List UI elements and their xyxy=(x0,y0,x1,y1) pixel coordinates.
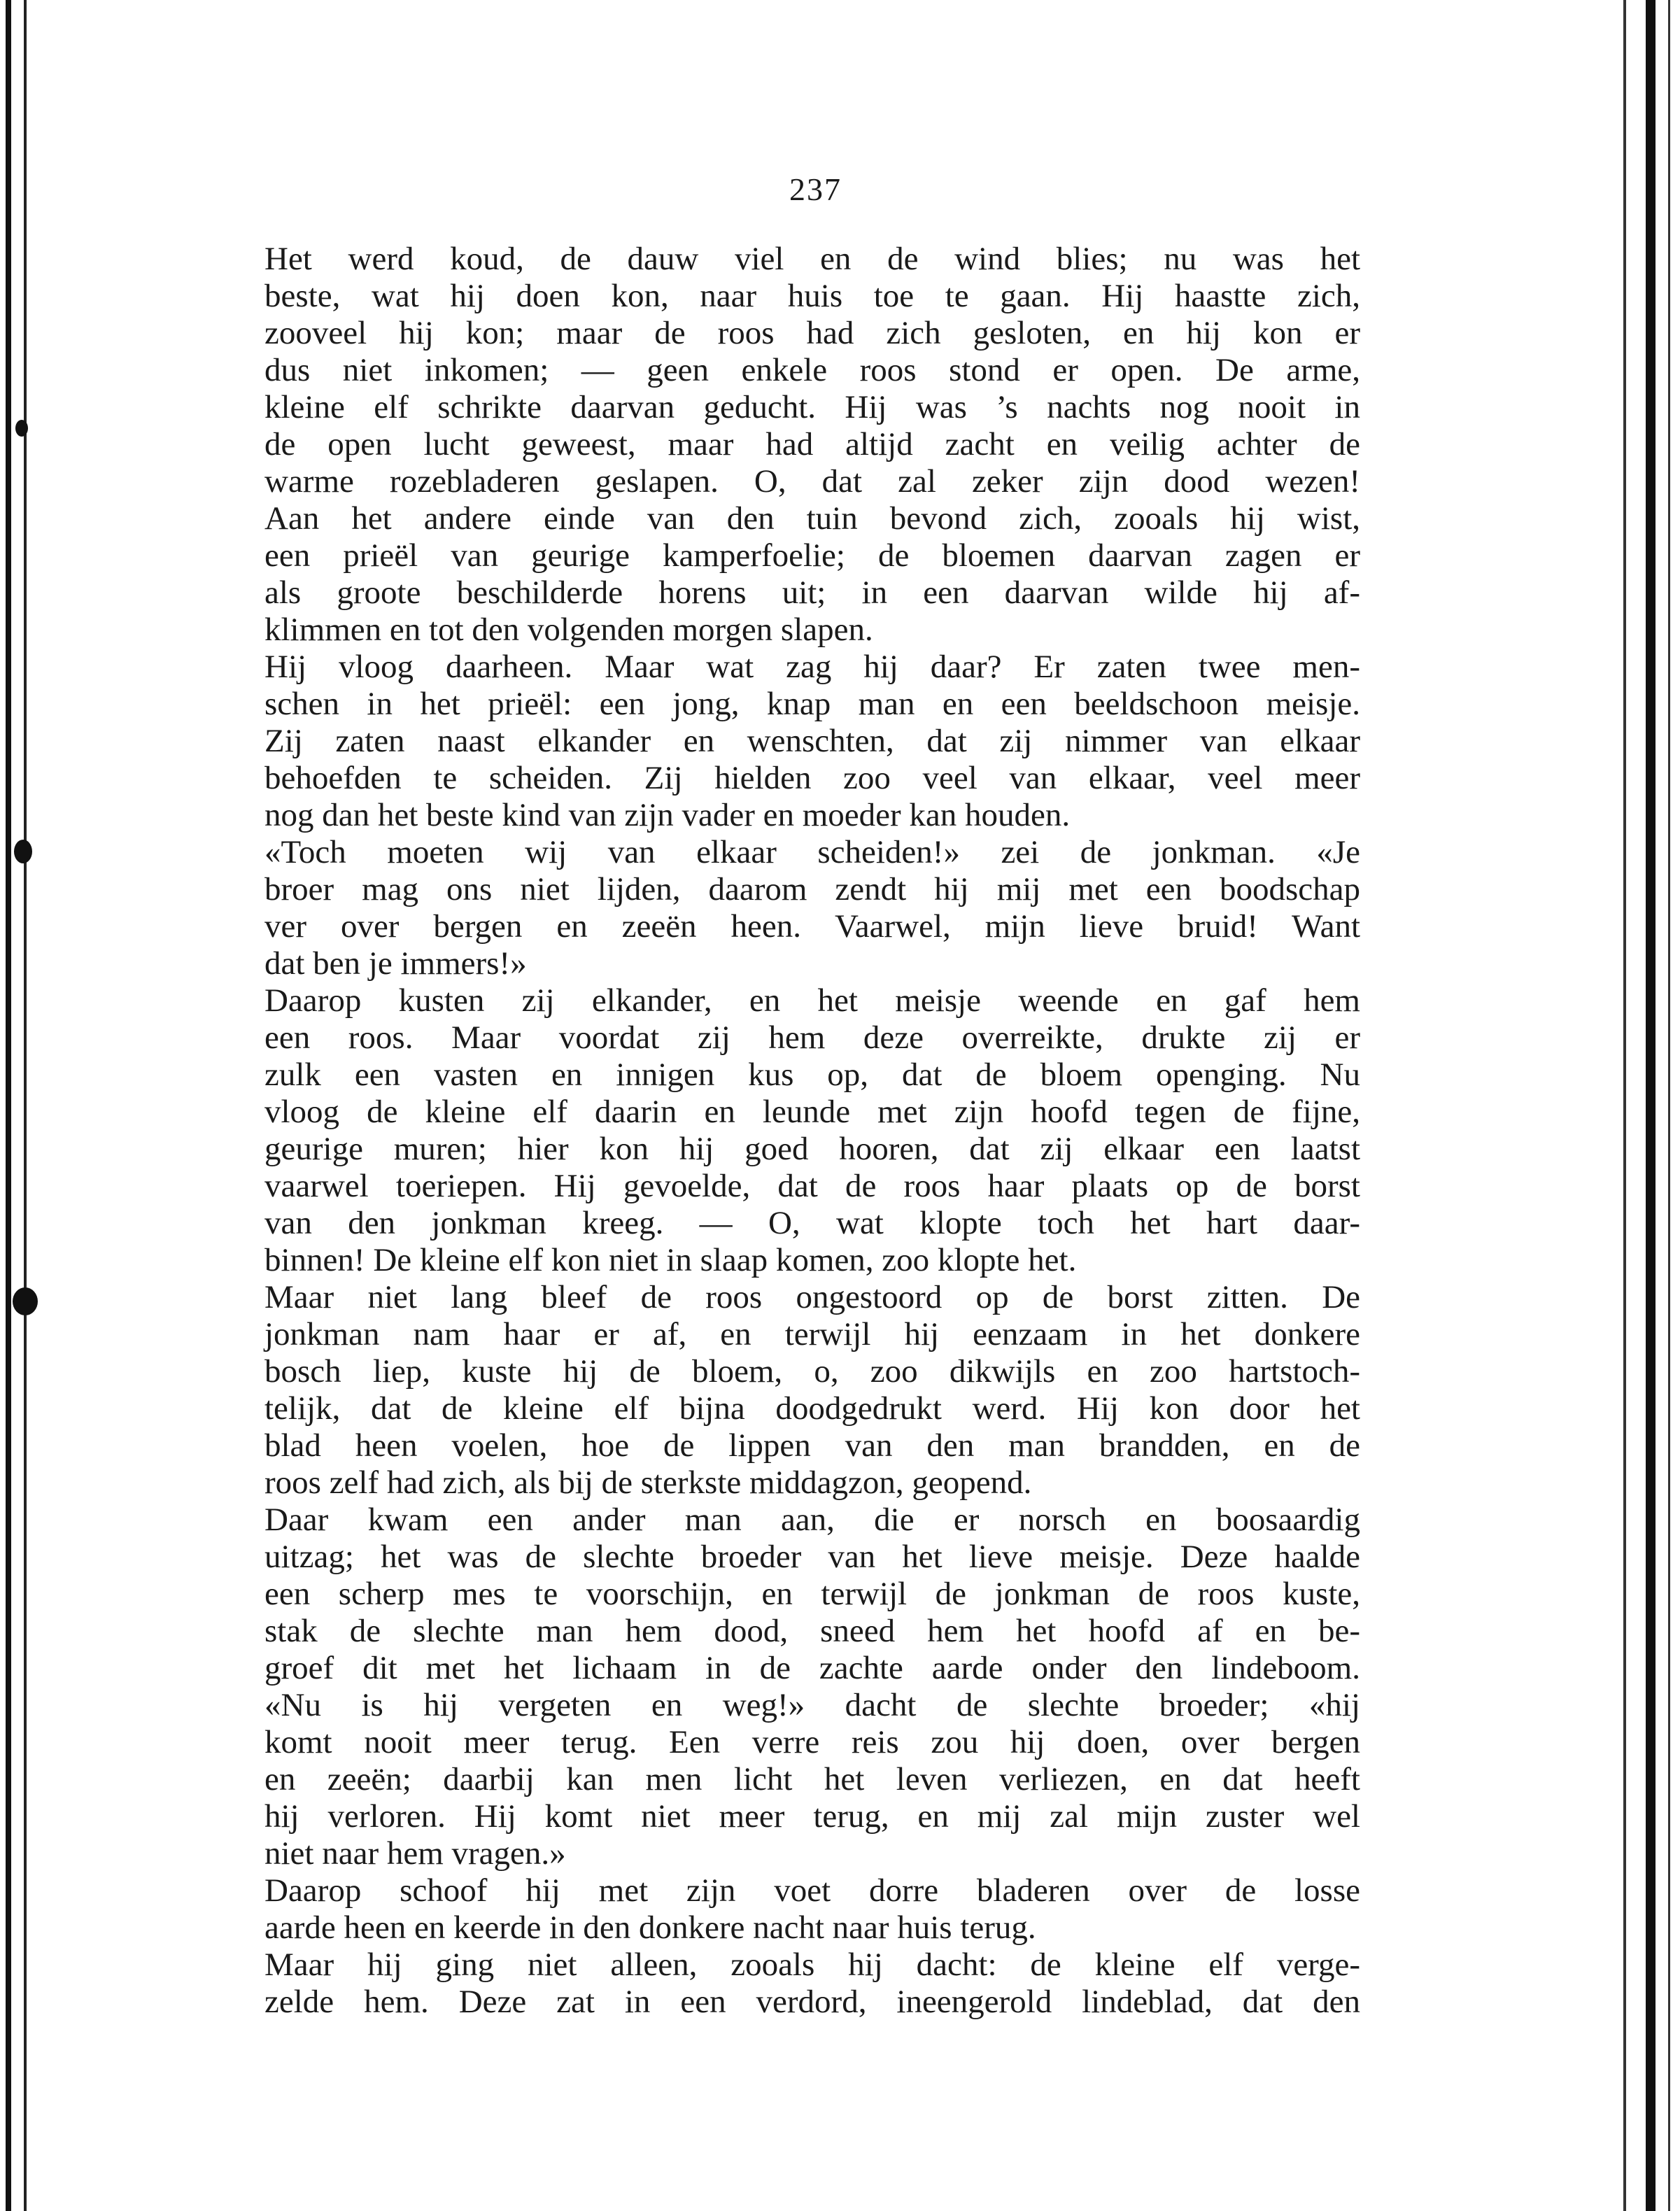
text-line: zulk een vasten en innigen kus op, dat de bloem openging. Nu xyxy=(264,1057,1360,1093)
text-line: Daar kwam een ander man aan, die er norsch en boosaardig xyxy=(264,1502,1360,1538)
text-line: een scherp mes te voorschijn, en terwijl de jonkman de roos kuste, xyxy=(264,1576,1360,1612)
text-line: hij verloren. Hij komt niet meer terug, en mij zal mijn zuster wel xyxy=(264,1798,1360,1835)
body-text xyxy=(264,241,1360,2021)
scan-edge-left xyxy=(6,0,11,2211)
scan-edge-right-inner xyxy=(1623,0,1626,2211)
text-line: nog dan het beste kind van zijn vader en moeder kan houden. xyxy=(264,797,1071,833)
text-line: jonkman nam haar er af, en terwijl hij eenzaam in het donkere xyxy=(264,1316,1360,1352)
text-line: ver over bergen en zeeën heen. Vaarwel, mijn lieve bruid! Want xyxy=(264,908,1360,945)
text-line: Maar niet lang bleef de roos ongestoord op de borst zitten. De xyxy=(264,1279,1360,1315)
text-line: beste, wat hij doen kon, naar huis toe te gaan. Hij haastte zich, xyxy=(264,278,1360,314)
text-line: Maar hij ging niet alleen, zooals hij dacht: de kleine elf verge- xyxy=(264,1947,1360,1983)
text-line: «Nu is hij vergeten en weg!» dacht de slechte broeder; «hij xyxy=(264,1687,1360,1723)
text-line: telijk, dat de kleine elf bijna doodgedrukt werd. Hij kon door het xyxy=(264,1390,1360,1427)
text-line: aarde heen en keerde in den donkere nacht naar huis terug. xyxy=(264,1909,1036,1946)
text-line: de open lucht geweest, maar had altijd zacht en veilig achter de xyxy=(264,426,1360,462)
text-line: Daarop kusten zij elkander, en het meisje weende en gaf hem xyxy=(264,982,1360,1019)
text-line: een prieël van geurige kamperfoelie; de bloemen daarvan zagen er xyxy=(264,537,1360,574)
text-line: Aan het andere einde van den tuin bevond zich, zooals hij wist, xyxy=(264,500,1360,537)
text-line: Hij vloog daarheen. Maar wat zag hij daar? Er zaten twee men- xyxy=(264,649,1360,685)
text-line: warme rozebladeren geslapen. O, dat zal zeker zijn dood wezen! xyxy=(264,463,1360,500)
scan-edge-right xyxy=(1646,0,1656,2211)
text-line: van den jonkman kreeg. — O, wat klopte toch het hart daar- xyxy=(264,1205,1360,1241)
text-line: Daarop schoof hij met zijn voet dorre bladeren over de losse xyxy=(264,1872,1360,1909)
text-line: dus niet inkomen; — geen enkele roos stond er open. De arme, xyxy=(264,352,1360,388)
scan-blot xyxy=(15,420,28,437)
text-line: stak de slechte man hem dood, sneed hem het hoofd af en be- xyxy=(264,1613,1360,1649)
text-line: zooveel hij kon; maar de roos had zich gesloten, en hij kon er xyxy=(264,315,1360,351)
text-line: broer mag ons niet lijden, daarom zendt hij mij met een boodschap xyxy=(264,871,1360,907)
text-line: «Toch moeten wij van elkaar scheiden!» zei de jonkman. «Je xyxy=(264,834,1360,870)
text-line: Zij zaten naast elkander en wenschten, dat zij nimmer van elkaar xyxy=(264,723,1360,759)
text-line: geurige muren; hier kon hij goed hooren, dat zij elkaar een laatst xyxy=(264,1131,1360,1167)
page-number: 237 xyxy=(789,171,842,207)
scan-blot xyxy=(14,840,32,863)
text-line: bosch liep, kuste hij de bloem, o, zoo dikwijls en zoo hartstoch- xyxy=(264,1353,1360,1390)
text-line: uitzag; het was de slechte broeder van het lieve meisje. Deze haalde xyxy=(264,1539,1360,1575)
text-line: en zeeën; daarbij kan men licht het leven verliezen, en dat heeft xyxy=(264,1761,1360,1797)
text-line: dat ben je immers!» xyxy=(264,945,527,982)
text-line: roos zelf had zich, als bij de sterkste middagzon, geopend. xyxy=(264,1464,1032,1501)
text-line: als groote beschilderde horens uit; in een daarvan wilde hij af- xyxy=(264,574,1360,611)
text-line: komt nooit meer terug. Een verre reis zou hij doen, over bergen xyxy=(264,1724,1360,1760)
text-line: zelde hem. Deze zat in een verdord, ineengerold lindeblad, dat den xyxy=(264,1984,1360,2020)
text-line: kleine elf schrikte daarvan geducht. Hij was ’s nachts nog nooit in xyxy=(264,389,1360,425)
text-line: een roos. Maar voordat zij hem deze overreikte, drukte zij er xyxy=(264,1019,1360,1056)
text-line: niet naar hem vragen.» xyxy=(264,1835,566,1872)
text-line: vloog de kleine elf daarin en leunde met zijn hoofd tegen de fijne, xyxy=(264,1094,1360,1130)
scan-edge-right-outer xyxy=(1668,0,1670,2211)
text-line: binnen! De kleine elf kon niet in slaap komen, zoo klopte het. xyxy=(264,1242,1077,1278)
text-line: Het werd koud, de dauw viel en de wind blies; nu was het xyxy=(264,241,1360,277)
text-line: blad heen voelen, hoe de lippen van den man brandden, en de xyxy=(264,1427,1360,1464)
text-line: groef dit met het lichaam in de zachte aarde onder den lindeboom. xyxy=(264,1650,1360,1686)
scan-blot xyxy=(13,1287,38,1315)
text-line: vaarwel toeriepen. Hij gevoelde, dat de roos haar plaats op de borst xyxy=(264,1168,1360,1204)
text-line: schen in het prieël: een jong, knap man en een beeldschoon meisje. xyxy=(264,686,1360,722)
text-line: behoefden te scheiden. Zij hielden zoo veel van elkaar, veel meer xyxy=(264,760,1360,796)
scan-edge-left-inner xyxy=(24,0,27,2211)
text-line: klimmen en tot den volgenden morgen slapen. xyxy=(264,612,873,648)
